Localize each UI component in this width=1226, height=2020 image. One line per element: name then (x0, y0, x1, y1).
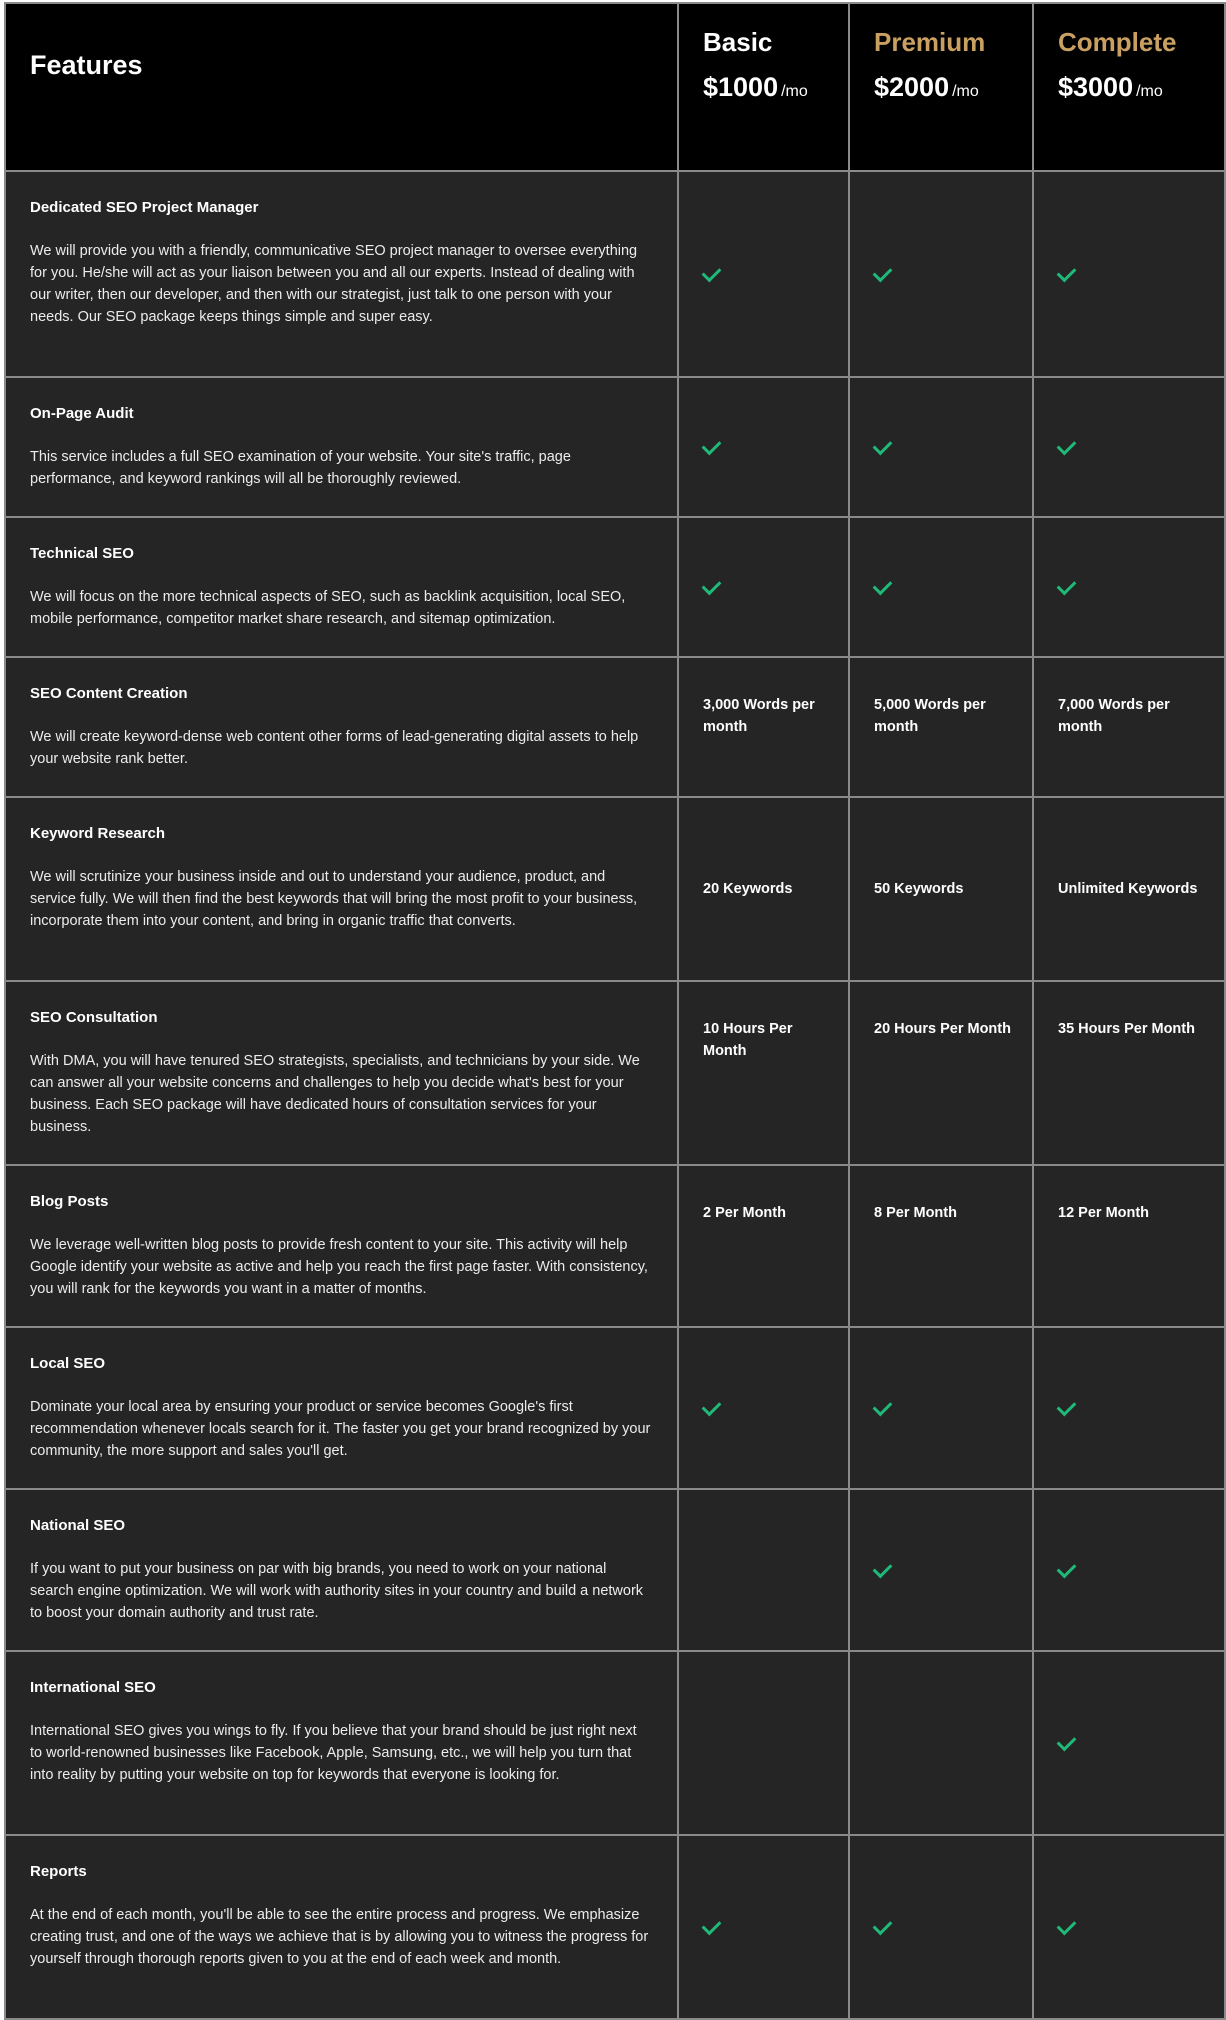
plan-value-cell (678, 657, 849, 797)
plan-value-cell (678, 377, 849, 517)
pricing-comparison (4, 2, 1224, 2020)
plan-value-text: 12 Per Month (1058, 1205, 1150, 1221)
feature-title: International SEO (30, 1679, 156, 1696)
checkmark-icon (873, 1397, 893, 1417)
checkmark-icon (702, 1916, 722, 1936)
feature-row (5, 657, 1225, 797)
plan-name: Basic (703, 27, 773, 57)
plan-value-text: 2 Per Month (703, 1205, 786, 1221)
plan-value-cell (849, 1327, 1033, 1489)
feature-description: We will provide you with a friendly, communicative SEO project manager to oversee everything for you. He/she will act as your liaison between you and all our experts. Instead of dealing with our writer, then our developer, and then with our strategist, just talk to one person with your needs. Our SEO package keeps things simple and super easy. (30, 243, 638, 325)
plan-value-cell (1033, 517, 1225, 657)
feature-title: SEO Content Creation (30, 685, 188, 702)
feature-description: We will scrutinize your business inside and out to understand your audience, product, and service fully. We will then find the best keywords that will bring the most profit to your business, incorporate them into your content, and bring in organic traffic that converts. (30, 869, 638, 929)
checkmark-icon (702, 263, 722, 283)
feature-cell (5, 1835, 678, 2019)
checkmark-icon (1057, 1397, 1077, 1417)
checkmark-icon (873, 1559, 893, 1579)
feature-title: Blog Posts (30, 1193, 109, 1210)
plan-value-cell (678, 1489, 849, 1651)
feature-row (5, 981, 1225, 1165)
plan-value-text: 35 Hours Per Month (1058, 1021, 1195, 1037)
feature-cell (5, 981, 678, 1165)
feature-description: We will create keyword-dense web content other forms of lead-generating digital assets to help your website rank better. (30, 729, 639, 767)
checkmark-icon (702, 576, 722, 596)
plan-value-text: 10 Hours Per Month (703, 1021, 793, 1059)
feature-title: On-Page Audit (30, 405, 134, 422)
feature-description: If you want to put your business on par with big brands, you need to work on your national search engine optimization. We will work with authority sites in your country and build a network to boost your domain authority and trust rate. (30, 1561, 644, 1621)
feature-row (5, 171, 1225, 377)
plan-value-cell (678, 797, 849, 981)
feature-description: With DMA, you will have tenured SEO strategists, specialists, and technicians by your side. We can answer all your website concerns and challenges to help you decide what's best for your business. Each SEO package will have dedicated hours of consultation services for your business. (30, 1053, 640, 1135)
plan-value-cell (849, 377, 1033, 517)
feature-title: Keyword Research (30, 825, 166, 842)
feature-cell (5, 1651, 678, 1835)
price-period: /mo (952, 83, 979, 100)
feature-cell (5, 1327, 678, 1489)
plan-complete-header (1033, 3, 1225, 171)
feature-row (5, 1651, 1225, 1835)
plan-value-cell (678, 1651, 849, 1835)
feature-title: SEO Consultation (30, 1009, 158, 1026)
feature-description: International SEO gives you wings to fly. If you believe that your brand should be just right next to world-renowned businesses like Facebook, Apple, Samsung, etc., we will help you turn that into reality by putting your website on top for keywords that everyone is looking for. (30, 1723, 637, 1783)
plan-value-cell (1033, 1835, 1225, 2019)
checkmark-icon (1057, 1732, 1077, 1752)
feature-description: We will focus on the more technical aspects of SEO, such as backlink acquisition, local SEO, mobile performance, competitor market share research, and sitemap optimization. (30, 589, 626, 627)
checkmark-icon (873, 263, 893, 283)
plan-name: Complete (1058, 27, 1177, 57)
features-heading: Features (5, 3, 678, 171)
checkmark-icon (1057, 1559, 1077, 1579)
feature-title: Technical SEO (30, 545, 134, 562)
plan-value-cell (1033, 1651, 1225, 1835)
feature-row (5, 1327, 1225, 1489)
feature-row (5, 517, 1225, 657)
plan-value-cell (849, 517, 1033, 657)
feature-title: Dedicated SEO Project Manager (30, 199, 259, 216)
plan-name: Premium (874, 27, 986, 57)
price-amount: $2000 (874, 72, 950, 102)
checkmark-icon (1057, 436, 1077, 456)
plan-price (874, 72, 1032, 103)
plan-value-cell (1033, 797, 1225, 981)
plan-value-cell (849, 1651, 1033, 1835)
feature-cell (5, 1489, 678, 1651)
plan-value-cell (849, 1489, 1033, 1651)
plan-value-text: 7,000 Words per month (1058, 697, 1170, 735)
plan-value-cell (678, 1165, 849, 1327)
plan-value-cell (1033, 377, 1225, 517)
feature-cell (5, 657, 678, 797)
feature-description: Dominate your local area by ensuring your product or service becomes Google's first recommendation whenever locals search for it. The faster you get your brand recognized by your community, the more support and sales you'll get. (30, 1399, 651, 1459)
plan-value-text: 8 Per Month (874, 1205, 957, 1221)
feature-cell (5, 171, 678, 377)
feature-row (5, 1835, 1225, 2019)
pricing-table (4, 2, 1226, 2020)
feature-row (5, 797, 1225, 981)
feature-row (5, 1165, 1225, 1327)
plan-value-cell (849, 657, 1033, 797)
plan-value-cell (678, 1835, 849, 2019)
feature-description: This service includes a full SEO examination of your website. Your site's traffic, page performance, and keyword rankings will all be thoroughly reviewed. (30, 449, 571, 487)
checkmark-icon (873, 436, 893, 456)
feature-title: Local SEO (30, 1355, 106, 1372)
plan-value-cell (849, 981, 1033, 1165)
checkmark-icon (873, 1916, 893, 1936)
plan-value-cell (1033, 1165, 1225, 1327)
feature-row (5, 377, 1225, 517)
feature-cell (5, 1165, 678, 1327)
plan-value-cell (849, 171, 1033, 377)
price-period: /mo (1136, 83, 1163, 100)
plan-price (703, 72, 848, 103)
table-header (5, 3, 1225, 171)
checkmark-icon (702, 1397, 722, 1417)
plan-value-text: 20 Hours Per Month (874, 1021, 1011, 1037)
checkmark-icon (1057, 263, 1077, 283)
plan-value-cell (849, 1835, 1033, 2019)
plan-value-text: Unlimited Keywords (1058, 881, 1198, 897)
price-period: /mo (781, 83, 808, 100)
plan-value-cell (1033, 657, 1225, 797)
plan-value-cell (678, 171, 849, 377)
feature-title: National SEO (30, 1517, 126, 1534)
plan-value-cell (849, 797, 1033, 981)
price-amount: $1000 (703, 72, 779, 102)
feature-cell (5, 797, 678, 981)
feature-rows (5, 171, 1225, 2019)
feature-cell (5, 377, 678, 517)
checkmark-icon (873, 576, 893, 596)
feature-description: At the end of each month, you'll be able to see the entire process and progress. We emphasize creating trust, and one of the ways we achieve that is by allowing you to witness the progress for yourself through thorough reports given to you at the end of each week and month. (30, 1907, 649, 1967)
feature-row (5, 1489, 1225, 1651)
plan-premium-header (849, 3, 1033, 171)
plan-value-text: 50 Keywords (874, 881, 964, 897)
plan-value-text: 3,000 Words per month (703, 697, 815, 735)
header-row (5, 3, 1225, 171)
plan-price (1058, 72, 1224, 103)
checkmark-icon (702, 436, 722, 456)
price-amount: $3000 (1058, 72, 1134, 102)
checkmark-icon (1057, 576, 1077, 596)
plan-value-text: 20 Keywords (703, 881, 793, 897)
checkmark-icon (1057, 1916, 1077, 1936)
plan-value-cell (1033, 171, 1225, 377)
plan-value-cell (1033, 1327, 1225, 1489)
feature-description: We leverage well-written blog posts to provide fresh content to your site. This activity will help Google identify your website as active and help you reach the first page faster. With consistency, you will rank for the keywords you want in a matter of months. (30, 1237, 648, 1297)
plan-value-text: 5,000 Words per month (874, 697, 986, 735)
plan-value-cell (1033, 1489, 1225, 1651)
plan-basic-header (678, 3, 849, 171)
feature-cell (5, 517, 678, 657)
feature-title: Reports (30, 1863, 87, 1880)
plan-value-cell (678, 1327, 849, 1489)
plan-value-cell (678, 517, 849, 657)
plan-value-cell (849, 1165, 1033, 1327)
plan-value-cell (1033, 981, 1225, 1165)
plan-value-cell (678, 981, 849, 1165)
